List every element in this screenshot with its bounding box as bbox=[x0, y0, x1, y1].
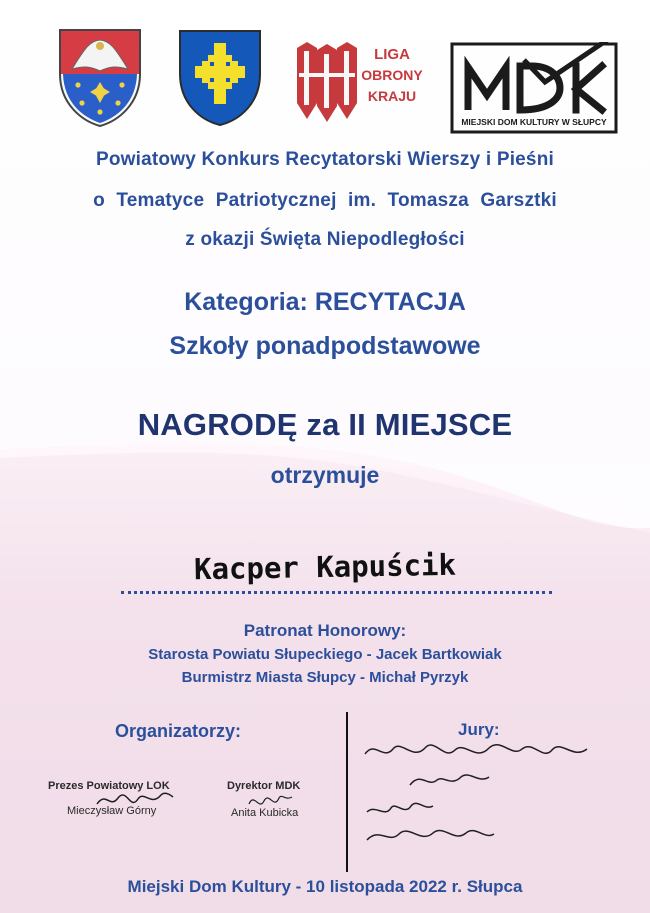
lok-logo bbox=[289, 40, 435, 126]
award-title: NAGRODĘ za II MIEJSCE bbox=[137, 407, 513, 442]
header-line-3: z okazji Święta Niepodległości bbox=[185, 229, 465, 250]
header-line-1: Powiatowy Konkurs Recytatorski Wierszy i Pieśni bbox=[96, 149, 554, 170]
patronage-title: Patronat Honorowy: bbox=[243, 621, 407, 640]
award-receives: otrzymuje bbox=[270, 462, 380, 488]
jury-signatures bbox=[355, 736, 615, 856]
lok-logo-line1: LIGA bbox=[374, 46, 410, 63]
patronage-line-1: Starosta Powiatu Słupeckiego - Jacek Bartkowiak bbox=[148, 646, 502, 663]
organizer-left-name: Mieczysław Górny bbox=[67, 805, 157, 817]
organizer-right-name: Anita Kubicka bbox=[231, 807, 299, 819]
signature-divider bbox=[346, 712, 348, 872]
jury-title: Jury: bbox=[458, 720, 500, 739]
patronage-line-2: Burmistrz Miasta Słupcy - Michał Pyrzyk bbox=[181, 669, 469, 686]
organizer-right-signature bbox=[246, 790, 296, 814]
category-line-1: Kategoria: RECYTACJA bbox=[184, 288, 466, 316]
category-line-2: Szkoły ponadpodstawowe bbox=[169, 332, 481, 360]
header-line-2: o Tematyce Patriotycznej im. Tomasza Garsztki bbox=[93, 190, 557, 211]
city-coat-of-arms-logo bbox=[175, 27, 265, 127]
footer-text: Miejski Dom Kultury - 10 listopada 2022 r. Słupca bbox=[127, 877, 523, 896]
lok-logo-line3: KRAJU bbox=[367, 88, 417, 104]
lok-logo-line2: OBRONY bbox=[361, 67, 423, 83]
recipient-name: Kacper Kapuścik bbox=[193, 547, 457, 587]
organizer-left-signature bbox=[94, 787, 176, 815]
organizers-title: Organizatorzy: bbox=[115, 721, 242, 741]
mdk-logo bbox=[450, 42, 618, 137]
organizer-right-role: Dyrektor MDK bbox=[227, 780, 301, 792]
mdk-caption: MIEJSKI DOM KULTURY W SŁUPCY bbox=[461, 117, 607, 127]
name-underline bbox=[121, 591, 552, 594]
organizer-left-role: Prezes Powiatowy LOK bbox=[48, 780, 170, 792]
county-coat-of-arms-logo bbox=[54, 26, 146, 128]
